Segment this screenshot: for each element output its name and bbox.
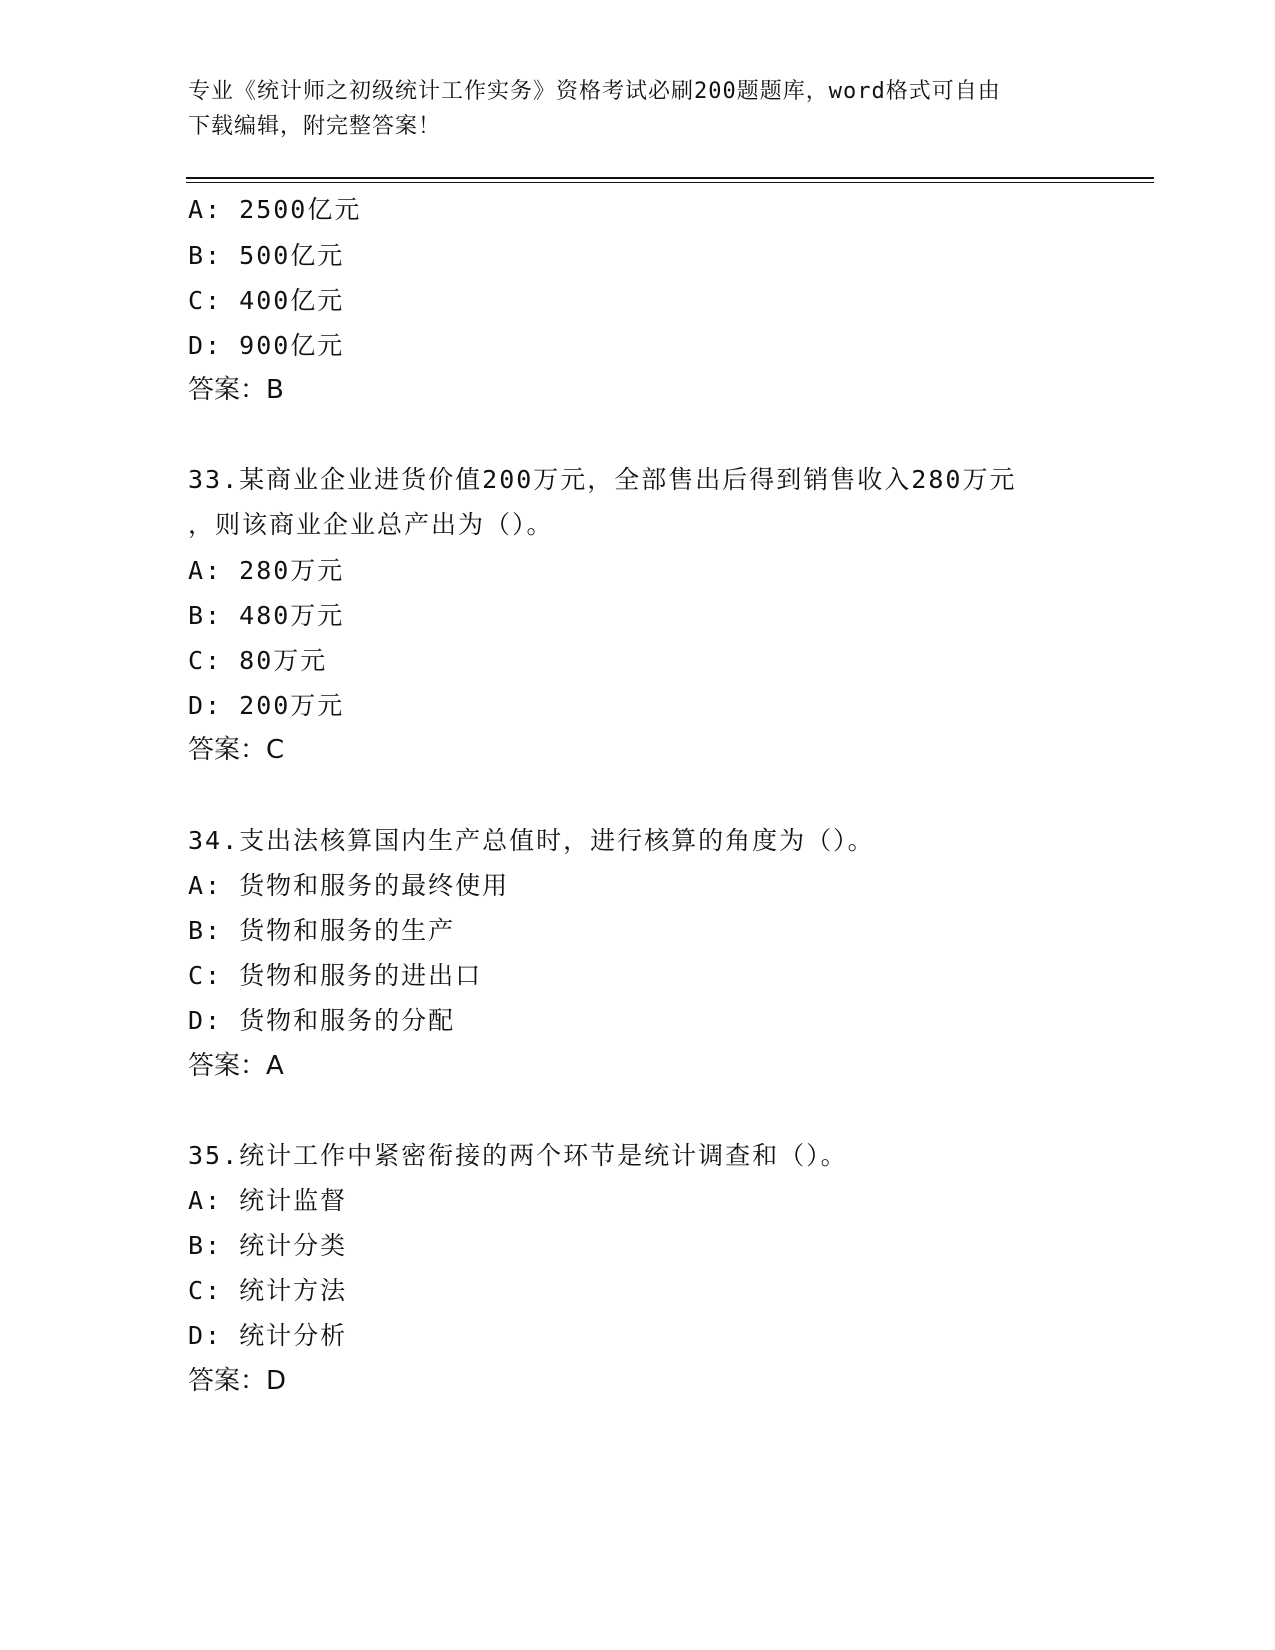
header-rule-thick xyxy=(186,177,1154,179)
question-35-option-c: C: 统计方法 xyxy=(188,1276,348,1305)
question-33-stem-line-1: 33.某商业企业进货价值200万元，全部售出后得到销售收入280万元 xyxy=(188,465,1017,494)
question-33-answer: 答案：C xyxy=(188,735,285,765)
header-rule-thin xyxy=(186,182,1154,183)
question-35-option-a: A: 统计监督 xyxy=(188,1186,348,1215)
header-line-2: 下载编辑，附完整答案！ xyxy=(188,114,442,139)
document-header xyxy=(188,74,1088,144)
question-34-option-b: B: 货物和服务的生产 xyxy=(188,916,456,945)
question-35-answer: 答案：D xyxy=(188,1366,287,1396)
option-c: C: 400亿元 xyxy=(188,286,345,315)
question-34-option-a: A: 货物和服务的最终使用 xyxy=(188,871,510,900)
question-35-stem: 35.统计工作中紧密衔接的两个环节是统计调查和（）。 xyxy=(188,1141,848,1170)
question-35-option-b: B: 统计分类 xyxy=(188,1231,348,1260)
answer-line: 答案：B xyxy=(188,375,284,405)
question-33-option-d: D: 200万元 xyxy=(188,691,345,720)
question-34-answer: 答案：A xyxy=(188,1051,284,1081)
header-line-1: 专业《统计师之初级统计工作实务》资格考试必刷200题题库，word格式可自由 xyxy=(188,79,1001,104)
option-a: A: 2500亿元 xyxy=(188,195,362,224)
question-34-option-c: C: 货物和服务的进出口 xyxy=(188,961,483,990)
question-33-stem-line-2: ，则该商业企业总产出为（）。 xyxy=(188,510,554,539)
question-34-option-d: D: 货物和服务的分配 xyxy=(188,1006,456,1035)
question-33-option-c: C: 80万元 xyxy=(188,646,328,675)
question-33-option-b: B: 480万元 xyxy=(188,601,345,630)
question-34-stem: 34.支出法核算国内生产总值时，进行核算的角度为（）。 xyxy=(188,826,875,855)
question-35-option-d: D: 统计分析 xyxy=(188,1321,348,1350)
option-d: D: 900亿元 xyxy=(188,331,345,360)
option-b: B: 500亿元 xyxy=(188,241,345,270)
question-33-option-a: A: 280万元 xyxy=(188,556,345,585)
